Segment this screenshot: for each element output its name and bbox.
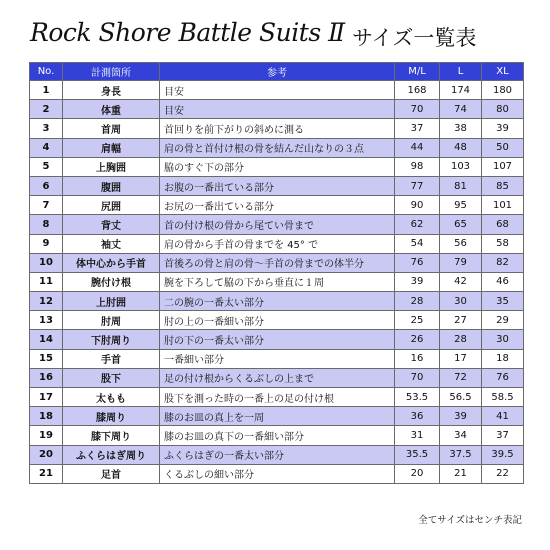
size-xl-value: 180: [482, 81, 524, 100]
measurement-point: 体中心から手首: [63, 253, 160, 272]
size-l-value: 79: [440, 253, 482, 272]
size-xl-value: 22: [482, 464, 524, 483]
size-ml-value: 62: [395, 215, 440, 234]
column-header-part: 計測箇所: [63, 63, 160, 81]
row-number: 4: [30, 138, 63, 157]
table-row: [30, 445, 524, 464]
column-header-no: No.: [30, 63, 63, 81]
measurement-point: 腹囲: [63, 176, 160, 195]
reference-note: 肩の骨から手首の骨までを 45° で: [160, 234, 395, 253]
size-l-value: 17: [440, 349, 482, 368]
size-l-value: 56.5: [440, 388, 482, 407]
measurement-point: 手首: [63, 349, 160, 368]
measurement-point: 下肘周り: [63, 330, 160, 349]
table-row: [30, 464, 524, 483]
size-xl-value: 85: [482, 176, 524, 195]
size-l-value: 56: [440, 234, 482, 253]
size-l-value: 28: [440, 330, 482, 349]
table-row: [30, 81, 524, 100]
row-number: 20: [30, 445, 63, 464]
size-ml-value: 90: [395, 196, 440, 215]
table-row: [30, 388, 524, 407]
table-row: [30, 330, 524, 349]
measurement-point: 上胸囲: [63, 157, 160, 176]
size-l-value: 74: [440, 100, 482, 119]
row-number: 9: [30, 234, 63, 253]
size-l-value: 95: [440, 196, 482, 215]
reference-note: 目安: [160, 81, 395, 100]
size-l-value: 65: [440, 215, 482, 234]
size-ml-value: 31: [395, 426, 440, 445]
reference-note: お尻の一番出ている部分: [160, 196, 395, 215]
row-number: 2: [30, 100, 63, 119]
table-row: [30, 119, 524, 138]
size-ml-value: 28: [395, 292, 440, 311]
size-ml-value: 168: [395, 81, 440, 100]
reference-note: 膝のお皿の真下の一番細い部分: [160, 426, 395, 445]
reference-note: 肘の上の一番細い部分: [160, 311, 395, 330]
row-number: 17: [30, 388, 63, 407]
size-l-value: 174: [440, 81, 482, 100]
row-number: 19: [30, 426, 63, 445]
size-xl-value: 35: [482, 292, 524, 311]
row-number: 1: [30, 81, 63, 100]
row-number: 15: [30, 349, 63, 368]
unit-footnote: 全てサイズはセンチ表記: [418, 515, 522, 526]
row-number: 7: [30, 196, 63, 215]
table-row: [30, 176, 524, 195]
size-ml-value: 54: [395, 234, 440, 253]
table-row: [30, 368, 524, 387]
size-xl-value: 58.5: [482, 388, 524, 407]
table-row: [30, 292, 524, 311]
measurement-point: 首周: [63, 119, 160, 138]
measurement-point: 背丈: [63, 215, 160, 234]
row-number: 21: [30, 464, 63, 483]
row-number: 11: [30, 272, 63, 291]
size-ml-value: 77: [395, 176, 440, 195]
size-ml-value: 70: [395, 368, 440, 387]
size-xl-value: 39: [482, 119, 524, 138]
column-header-reference: 参考: [160, 63, 395, 81]
reference-note: 足の付け根からくるぶしの上まで: [160, 368, 395, 387]
row-number: 13: [30, 311, 63, 330]
table-row: [30, 426, 524, 445]
size-l-value: 48: [440, 138, 482, 157]
reference-note: 腕を下ろして脇の下から垂直に１周: [160, 272, 395, 291]
size-xl-value: 50: [482, 138, 524, 157]
size-xl-value: 18: [482, 349, 524, 368]
size-xl-value: 30: [482, 330, 524, 349]
measurement-point: 足首: [63, 464, 160, 483]
table-row: [30, 196, 524, 215]
size-xl-value: 41: [482, 407, 524, 426]
size-xl-value: 80: [482, 100, 524, 119]
size-ml-value: 76: [395, 253, 440, 272]
reference-note: 股下を測った時の一番上の足の付け根: [160, 388, 395, 407]
measurement-point: 肩幅: [63, 138, 160, 157]
size-ml-value: 37: [395, 119, 440, 138]
table-row: [30, 234, 524, 253]
size-xl-value: 68: [482, 215, 524, 234]
size-l-value: 21: [440, 464, 482, 483]
column-header-size-xl: XL: [482, 63, 524, 81]
size-l-value: 34: [440, 426, 482, 445]
reference-note: 脇のすぐ下の部分: [160, 157, 395, 176]
size-ml-value: 39: [395, 272, 440, 291]
measurement-point: 身長: [63, 81, 160, 100]
reference-note: 二の腕の一番太い部分: [160, 292, 395, 311]
size-ml-value: 16: [395, 349, 440, 368]
measurement-point: 上肘囲: [63, 292, 160, 311]
size-xl-value: 37: [482, 426, 524, 445]
size-xl-value: 76: [482, 368, 524, 387]
size-xl-value: 46: [482, 272, 524, 291]
measurement-point: 太もも: [63, 388, 160, 407]
row-number: 12: [30, 292, 63, 311]
size-l-value: 37.5: [440, 445, 482, 464]
size-l-value: 39: [440, 407, 482, 426]
reference-note: 首後ろの骨と肩の骨～手首の骨までの体半分: [160, 253, 395, 272]
row-number: 18: [30, 407, 63, 426]
reference-note: 一番細い部分: [160, 349, 395, 368]
measurement-point: 腕付け根: [63, 272, 160, 291]
reference-note: 目安: [160, 100, 395, 119]
table-row: [30, 349, 524, 368]
table-row: [30, 272, 524, 291]
size-l-value: 81: [440, 176, 482, 195]
reference-note: 肩の骨と首付け根の骨を結んだ山なりの３点: [160, 138, 395, 157]
size-l-value: 27: [440, 311, 482, 330]
row-number: 5: [30, 157, 63, 176]
row-number: 3: [30, 119, 63, 138]
row-number: 6: [30, 176, 63, 195]
size-xl-value: 82: [482, 253, 524, 272]
size-l-value: 38: [440, 119, 482, 138]
size-ml-value: 53.5: [395, 388, 440, 407]
reference-note: お腹の一番出ている部分: [160, 176, 395, 195]
measurement-point: 尻囲: [63, 196, 160, 215]
reference-note: 膝のお皿の真上を一周: [160, 407, 395, 426]
size-xl-value: 29: [482, 311, 524, 330]
size-ml-value: 36: [395, 407, 440, 426]
size-l-value: 103: [440, 157, 482, 176]
size-ml-value: 25: [395, 311, 440, 330]
size-l-value: 72: [440, 368, 482, 387]
table-row: [30, 215, 524, 234]
measurement-point: 膝下周り: [63, 426, 160, 445]
measurement-point: 袖丈: [63, 234, 160, 253]
brand-title: Rock Shore Battle Suits Ⅱ: [30, 18, 345, 47]
column-header-size-ml: M/L: [395, 63, 440, 81]
size-l-value: 42: [440, 272, 482, 291]
table-row: [30, 100, 524, 119]
size-ml-value: 98: [395, 157, 440, 176]
size-ml-value: 20: [395, 464, 440, 483]
column-header-size-l: L: [440, 63, 482, 81]
table-row: [30, 253, 524, 272]
reference-note: 肘の下の一番太い部分: [160, 330, 395, 349]
table-row: [30, 407, 524, 426]
size-xl-value: 101: [482, 196, 524, 215]
table-header-row: [30, 63, 524, 81]
table-row: [30, 138, 524, 157]
reference-note: 首回りを前下がりの斜めに測る: [160, 119, 395, 138]
size-ml-value: 35.5: [395, 445, 440, 464]
measurement-point: 肘周: [63, 311, 160, 330]
row-number: 16: [30, 368, 63, 387]
row-number: 10: [30, 253, 63, 272]
table-body: [30, 81, 524, 484]
size-ml-value: 44: [395, 138, 440, 157]
size-xl-value: 39.5: [482, 445, 524, 464]
table-row: [30, 311, 524, 330]
measurement-point: ふくらはぎ周り: [63, 445, 160, 464]
table-row: [30, 157, 524, 176]
size-table: [29, 62, 524, 484]
size-l-value: 30: [440, 292, 482, 311]
measurement-point: 膝周り: [63, 407, 160, 426]
size-xl-value: 107: [482, 157, 524, 176]
size-xl-value: 58: [482, 234, 524, 253]
page-title: サイズ一覧表: [352, 26, 477, 50]
measurement-point: 体重: [63, 100, 160, 119]
size-ml-value: 26: [395, 330, 440, 349]
reference-note: ふくらはぎの一番太い部分: [160, 445, 395, 464]
reference-note: 首の付け根の骨から尾てい骨まで: [160, 215, 395, 234]
size-ml-value: 70: [395, 100, 440, 119]
row-number: 14: [30, 330, 63, 349]
reference-note: くるぶしの細い部分: [160, 464, 395, 483]
measurement-point: 股下: [63, 368, 160, 387]
row-number: 8: [30, 215, 63, 234]
